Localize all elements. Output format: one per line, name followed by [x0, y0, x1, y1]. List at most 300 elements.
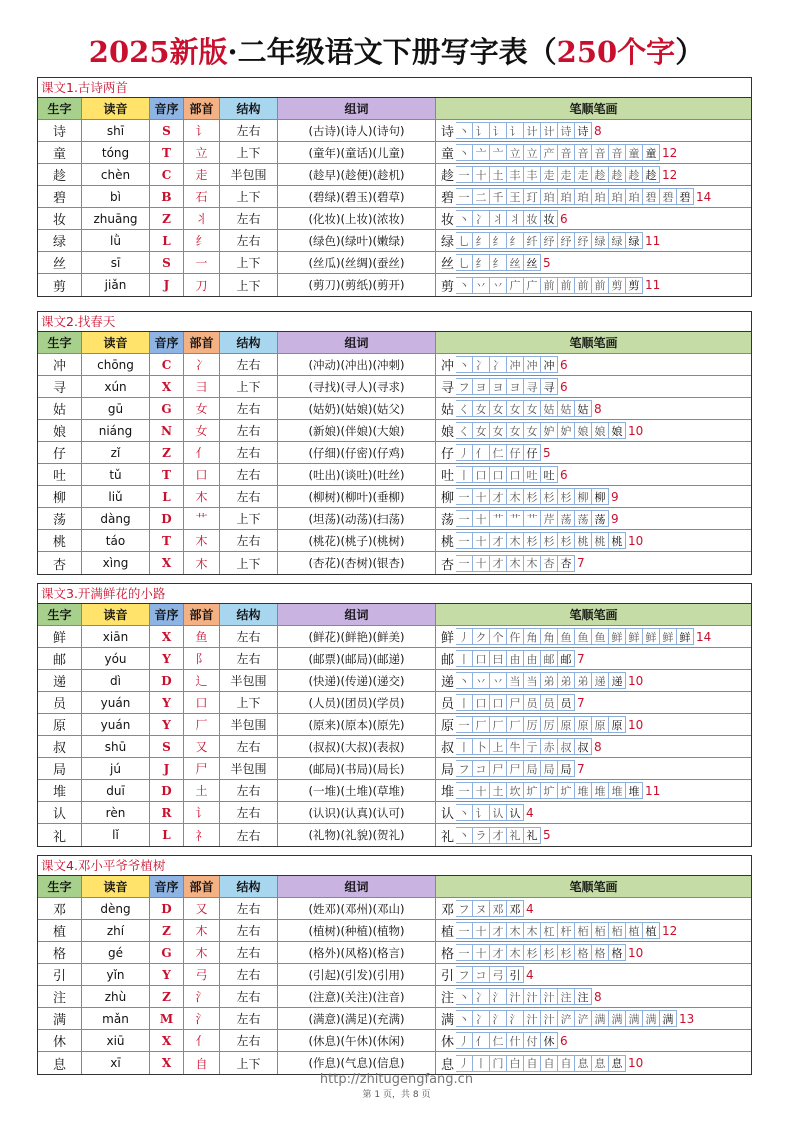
header-radical: 部首: [184, 604, 220, 626]
stroke-order: [440, 1032, 568, 1050]
cell-order: T: [150, 530, 184, 552]
cell-words: (叔叔)(大叔)(表叔): [278, 736, 436, 758]
stroke-step: 丿: [456, 1055, 473, 1072]
stroke-step: 产: [541, 144, 558, 161]
cell-char: 寻: [38, 376, 82, 398]
cell-structure: 左右: [220, 464, 278, 486]
cell-structure: 上下: [220, 1052, 278, 1074]
stroke-step: 荡: [558, 510, 575, 527]
stroke-order: [440, 378, 568, 396]
cell-structure: 左右: [220, 1008, 278, 1030]
title-subject: 二年级语文下册写字表（: [237, 35, 557, 69]
stroke-order: [440, 1010, 694, 1028]
stroke-step: 桃: [592, 532, 609, 549]
cell-words: (作息)(气息)(信息): [278, 1052, 436, 1074]
stroke-step: 荡: [575, 510, 592, 527]
stroke-step: 纾: [575, 232, 592, 249]
stroke-step: 赤: [541, 738, 558, 755]
stroke-step: 一: [456, 716, 473, 733]
stroke-step: 原: [609, 716, 626, 733]
stroke-step: 芹: [541, 510, 558, 527]
stroke-step: 堆: [609, 782, 626, 799]
cell-order: L: [150, 486, 184, 508]
cell-structure: 左右: [220, 120, 278, 142]
stroke-step: 走: [575, 166, 592, 183]
cell-words: (一堆)(土堆)(草堆): [278, 780, 436, 802]
stroke-step: 才: [490, 532, 507, 549]
cell-words: (注意)(关注)(注音): [278, 986, 436, 1008]
cell-strokes: [436, 692, 751, 714]
stroke-step: 冲: [507, 356, 524, 373]
stroke-count: 7: [577, 556, 585, 570]
stroke-step: 鲜: [643, 628, 660, 645]
title-dot: ·: [227, 35, 238, 69]
stroke-step: 一: [456, 510, 473, 527]
cell-structure: 左右: [220, 208, 278, 230]
cell-order: Z: [150, 442, 184, 464]
cell-structure: 左右: [220, 648, 278, 670]
header-strokes: 笔顺笔画: [436, 98, 751, 120]
table-row: [38, 552, 751, 574]
stroke-step: 杆: [558, 922, 575, 939]
header-pinyin: 读音: [82, 332, 150, 354]
cell-words: (坦荡)(动荡)(扫荡): [278, 508, 436, 530]
stroke-step: 门: [490, 1055, 507, 1072]
cell-structure: 左右: [220, 780, 278, 802]
cell-order: S: [150, 120, 184, 142]
cell-words: (姓邓)(邓州)(邓山): [278, 898, 436, 920]
header-order: 音序: [150, 876, 184, 898]
stroke-order: [440, 510, 619, 528]
cell-char: 礼: [38, 824, 82, 846]
stroke-step: 广: [524, 277, 541, 294]
table-row: [38, 230, 751, 252]
stroke-step: 厂: [507, 716, 524, 733]
cell-pinyin: chèn: [82, 164, 150, 186]
header-strokes: 笔顺笔画: [436, 604, 751, 626]
header-pinyin: 读音: [82, 98, 150, 120]
cell-words: (植树)(种植)(植物): [278, 920, 436, 942]
cell-structure: 上下: [220, 552, 278, 574]
cell-radical: 亻: [184, 1030, 220, 1052]
stroke-count: 12: [662, 145, 678, 160]
stroke-step: 柳: [575, 488, 592, 505]
stroke-step: 女: [507, 422, 524, 439]
stroke-count: 8: [594, 989, 602, 1004]
cell-order: B: [150, 186, 184, 208]
cell-char: 冲: [38, 354, 82, 376]
cell-order: N: [150, 420, 184, 442]
stroke-step: 艹: [490, 510, 507, 527]
cell-strokes: [436, 898, 751, 920]
table-row: [38, 420, 751, 442]
cell-order: C: [150, 354, 184, 376]
stroke-step: 丶: [456, 356, 473, 373]
cell-strokes: [436, 486, 751, 508]
cell-radical: 氵: [184, 986, 220, 1008]
header-structure: 结构: [220, 604, 278, 626]
stroke-step: 冫: [473, 1010, 490, 1027]
cell-structure: 左右: [220, 736, 278, 758]
stroke-order: [440, 1054, 643, 1072]
cell-pinyin: zǐ: [82, 442, 150, 464]
table-row: [38, 802, 751, 824]
stroke-step: 纟: [490, 254, 507, 271]
stroke-step: 堆: [626, 782, 643, 799]
cell-pinyin: tóng: [82, 142, 150, 164]
stroke-count: 10: [628, 673, 644, 688]
stroke-step: 鲜: [677, 628, 694, 645]
stroke-step: 丰: [507, 166, 524, 183]
stroke-step: 童: [626, 144, 643, 161]
cell-structure: 左右: [220, 354, 278, 376]
cell-structure: 左右: [220, 530, 278, 552]
stroke-step: 一: [456, 944, 473, 961]
stroke-step: 杉: [541, 944, 558, 961]
cell-radical: 厂: [184, 714, 220, 736]
cell-strokes: [436, 442, 751, 464]
stroke-step: 栢: [592, 922, 609, 939]
stroke-count: 6: [560, 379, 568, 394]
cell-pinyin: niáng: [82, 420, 150, 442]
cell-radical: 走: [184, 164, 220, 186]
cell-structure: 左右: [220, 230, 278, 252]
cell-words: (姑奶)(姑娘)(姑父): [278, 398, 436, 420]
stroke-char: 递: [440, 675, 454, 690]
stroke-step: 口: [490, 694, 507, 711]
stroke-step: 玎: [524, 188, 541, 205]
stroke-char: 认: [440, 807, 454, 822]
stroke-order: [440, 988, 602, 1006]
cell-strokes: [436, 802, 751, 824]
cell-words: (邮局)(书局)(局长): [278, 758, 436, 780]
stroke-step: 息: [575, 1055, 592, 1072]
stroke-step: 丬: [490, 210, 507, 227]
stroke-step: 亻: [473, 1032, 490, 1049]
cell-structure: 左右: [220, 442, 278, 464]
stroke-step: 千: [490, 188, 507, 205]
table-row: [38, 376, 751, 398]
stroke-step: 自: [524, 1055, 541, 1072]
cell-char: 碧: [38, 186, 82, 208]
cell-char: 姑: [38, 398, 82, 420]
cell-pinyin: chōng: [82, 354, 150, 376]
stroke-step: 杉: [541, 488, 558, 505]
stroke-step: 满: [609, 1010, 626, 1027]
cell-pinyin: zhuāng: [82, 208, 150, 230]
stroke-count: 10: [628, 533, 644, 548]
cell-structure: 左右: [220, 964, 278, 986]
header-radical: 部首: [184, 876, 220, 898]
cell-strokes: [436, 1052, 751, 1074]
lesson-title: 课文3.开满鲜花的小路: [38, 584, 751, 604]
stroke-step: 木: [507, 922, 524, 939]
header-structure: 结构: [220, 332, 278, 354]
stroke-step: 圹: [541, 782, 558, 799]
stroke-step: 计: [524, 122, 541, 139]
cell-radical: 自: [184, 1052, 220, 1074]
stroke-count: 9: [611, 489, 619, 504]
cell-order: D: [150, 670, 184, 692]
cell-strokes: [436, 252, 751, 274]
table-row: [38, 252, 751, 274]
stroke-count: 4: [526, 805, 534, 820]
cell-radical: 口: [184, 692, 220, 714]
stroke-step: 木: [524, 555, 541, 572]
cell-char: 诗: [38, 120, 82, 142]
stroke-step: 局: [541, 760, 558, 777]
cell-pinyin: xī: [82, 1052, 150, 1074]
table-row: [38, 530, 751, 552]
stroke-step: 汁: [541, 1010, 558, 1027]
stroke-order: [440, 276, 660, 294]
cell-order: G: [150, 942, 184, 964]
stroke-step: 剪: [626, 277, 643, 294]
cell-radical: 木: [184, 920, 220, 942]
header-radical: 部首: [184, 332, 220, 354]
cell-char: 杏: [38, 552, 82, 574]
stroke-step: 氵: [507, 1010, 524, 1027]
stroke-step: 女: [524, 400, 541, 417]
cell-pinyin: mǎn: [82, 1008, 150, 1030]
cell-order: G: [150, 398, 184, 420]
cell-order: L: [150, 824, 184, 846]
stroke-step: 木: [524, 922, 541, 939]
stroke-char: 局: [440, 763, 454, 778]
stroke-step: 鲜: [660, 628, 677, 645]
header-pinyin: 读音: [82, 876, 150, 898]
stroke-count: 8: [594, 739, 602, 754]
stroke-step: 诗: [558, 122, 575, 139]
stroke-step: 弟: [558, 672, 575, 689]
cell-strokes: [436, 530, 751, 552]
lesson-title: 课文4.邓小平爷爷植树: [38, 856, 751, 876]
stroke-step: 童: [643, 144, 660, 161]
cell-radical: 木: [184, 942, 220, 964]
stroke-count: 11: [645, 783, 661, 798]
cell-char: 丝: [38, 252, 82, 274]
stroke-step: 鲜: [626, 628, 643, 645]
cell-char: 引: [38, 964, 82, 986]
stroke-step: 递: [592, 672, 609, 689]
cell-char: 剪: [38, 274, 82, 296]
stroke-step: 桃: [609, 532, 626, 549]
cell-pinyin: lǐ: [82, 824, 150, 846]
title-count: 250个字: [556, 35, 676, 69]
table-row: [38, 758, 751, 780]
stroke-step: 口: [490, 466, 507, 483]
cell-char: 趁: [38, 164, 82, 186]
cell-char: 植: [38, 920, 82, 942]
stroke-step: 走: [541, 166, 558, 183]
stroke-count: 10: [628, 945, 644, 960]
stroke-char: 寻: [440, 381, 454, 396]
stroke-step: 员: [541, 694, 558, 711]
stroke-step: 音: [575, 144, 592, 161]
stroke-step: 丬: [507, 210, 524, 227]
stroke-step: 仔: [524, 444, 541, 461]
cell-radical: 土: [184, 780, 220, 802]
stroke-step: 尸: [507, 694, 524, 711]
stroke-step: 角: [524, 628, 541, 645]
stroke-step: 仁: [490, 1032, 507, 1049]
stroke-step: 堆: [575, 782, 592, 799]
stroke-step: 走: [558, 166, 575, 183]
cell-strokes: [436, 1030, 751, 1052]
stroke-step: 冲: [541, 356, 558, 373]
stroke-step: 杉: [524, 944, 541, 961]
stroke-count: 12: [662, 167, 678, 182]
cell-pinyin: zhù: [82, 986, 150, 1008]
table-header: [38, 332, 751, 354]
cell-char: 原: [38, 714, 82, 736]
stroke-char: 注: [440, 991, 454, 1006]
stroke-order: [440, 804, 534, 822]
cell-strokes: [436, 354, 751, 376]
table-row: [38, 920, 751, 942]
cell-structure: 半包围: [220, 670, 278, 692]
stroke-order: [440, 188, 711, 206]
stroke-step: 前: [541, 277, 558, 294]
stroke-step: 女: [507, 400, 524, 417]
cell-words: (仔细)(仔密)(仔鸡): [278, 442, 436, 464]
stroke-step: 坎: [507, 782, 524, 799]
cell-radical: 又: [184, 736, 220, 758]
stroke-step: 讠: [507, 122, 524, 139]
cell-pinyin: tǔ: [82, 464, 150, 486]
table-row: [38, 208, 751, 230]
stroke-step: 冫: [473, 210, 490, 227]
footer-page-number: 第 1 页，共 8 页: [362, 1090, 431, 1100]
stroke-order: [440, 826, 551, 844]
lesson-title: 课文1.古诗两首: [38, 78, 751, 98]
stroke-order: [440, 232, 660, 250]
cell-radical: 彐: [184, 376, 220, 398]
stroke-char: 杏: [440, 557, 454, 573]
stroke-count: 5: [543, 255, 551, 270]
cell-words: (原来)(原本)(原先): [278, 714, 436, 736]
stroke-count: 13: [679, 1011, 695, 1026]
stroke-step: 丷: [473, 672, 490, 689]
stroke-step: 丶: [456, 1010, 473, 1027]
cell-order: Y: [150, 692, 184, 714]
cell-radical: 阝: [184, 648, 220, 670]
stroke-step: 碧: [660, 188, 677, 205]
stroke-step: 鲜: [609, 628, 626, 645]
stroke-step: 土: [490, 782, 507, 799]
stroke-count: 6: [560, 211, 568, 226]
lesson-section: [37, 855, 752, 1075]
cell-words: (桃花)(桃子)(桃树): [278, 530, 436, 552]
stroke-step: フ: [456, 378, 473, 395]
stroke-step: 满: [660, 1010, 677, 1027]
stroke-step: 由: [524, 650, 541, 667]
stroke-step: 丷: [490, 277, 507, 294]
stroke-step: 厉: [541, 716, 558, 733]
stroke-count: 10: [628, 423, 644, 438]
stroke-count: 6: [560, 357, 568, 372]
stroke-step: 认: [507, 804, 524, 821]
cell-pinyin: dèng: [82, 898, 150, 920]
stroke-step: 才: [490, 555, 507, 572]
stroke-char: 丝: [440, 257, 454, 272]
stroke-order: [440, 628, 711, 646]
stroke-step: 乚: [456, 254, 473, 271]
cell-radical: 木: [184, 530, 220, 552]
cell-radical: 石: [184, 186, 220, 208]
stroke-step: 邓: [507, 900, 524, 917]
stroke-step: 寻: [524, 378, 541, 395]
stroke-char: 息: [440, 1057, 454, 1073]
cell-strokes: [436, 230, 751, 252]
cell-char: 桃: [38, 530, 82, 552]
cell-strokes: [436, 920, 751, 942]
cell-pinyin: duī: [82, 780, 150, 802]
cell-pinyin: xún: [82, 376, 150, 398]
footer-url: http://zhitugengfang.cn: [319, 1072, 474, 1087]
cell-structure: 半包围: [220, 758, 278, 780]
stroke-count: 9: [611, 511, 619, 526]
cell-char: 吐: [38, 464, 82, 486]
cell-radical: 又: [184, 898, 220, 920]
table-row: [38, 898, 751, 920]
cell-radical: 尸: [184, 758, 220, 780]
cell-strokes: [436, 398, 751, 420]
stroke-step: 纾: [541, 232, 558, 249]
stroke-step: 才: [490, 827, 507, 844]
cell-char: 童: [38, 142, 82, 164]
cell-order: X: [150, 552, 184, 574]
stroke-step: 叔: [558, 738, 575, 755]
cell-words: (礼物)(礼貌)(贺礼): [278, 824, 436, 846]
stroke-char: 吐: [440, 469, 454, 484]
stroke-step: 女: [490, 422, 507, 439]
cell-order: M: [150, 1008, 184, 1030]
cell-char: 邓: [38, 898, 82, 920]
stroke-step: 纟: [473, 232, 490, 249]
cell-strokes: [436, 670, 751, 692]
stroke-step: 叔: [575, 738, 592, 755]
table-header: [38, 876, 751, 898]
lesson-section: [37, 583, 752, 847]
stroke-order: [440, 444, 551, 462]
stroke-char: 礼: [440, 829, 454, 845]
title-close: ）: [675, 35, 705, 69]
table-row: [38, 464, 751, 486]
stroke-order: [440, 400, 602, 418]
cell-words: (认识)(认真)(认可): [278, 802, 436, 824]
cell-structure: 左右: [220, 626, 278, 648]
table-row: [38, 186, 751, 208]
table-row: [38, 354, 751, 376]
stroke-count: 7: [577, 695, 585, 710]
stroke-step: 氵: [490, 988, 507, 1005]
cell-pinyin: táo: [82, 530, 150, 552]
cell-radical: 氵: [184, 1008, 220, 1030]
stroke-char: 剪: [440, 279, 454, 295]
cell-order: Y: [150, 964, 184, 986]
cell-radical: 刀: [184, 274, 220, 296]
stroke-count: 14: [696, 629, 712, 644]
stroke-step: 原: [558, 716, 575, 733]
stroke-char: 诗: [440, 125, 454, 140]
cell-order: L: [150, 230, 184, 252]
stroke-step: 堆: [592, 782, 609, 799]
stroke-char: 桃: [440, 535, 454, 550]
stroke-order: [440, 760, 585, 778]
stroke-step: 前: [592, 277, 609, 294]
cell-pinyin: bì: [82, 186, 150, 208]
